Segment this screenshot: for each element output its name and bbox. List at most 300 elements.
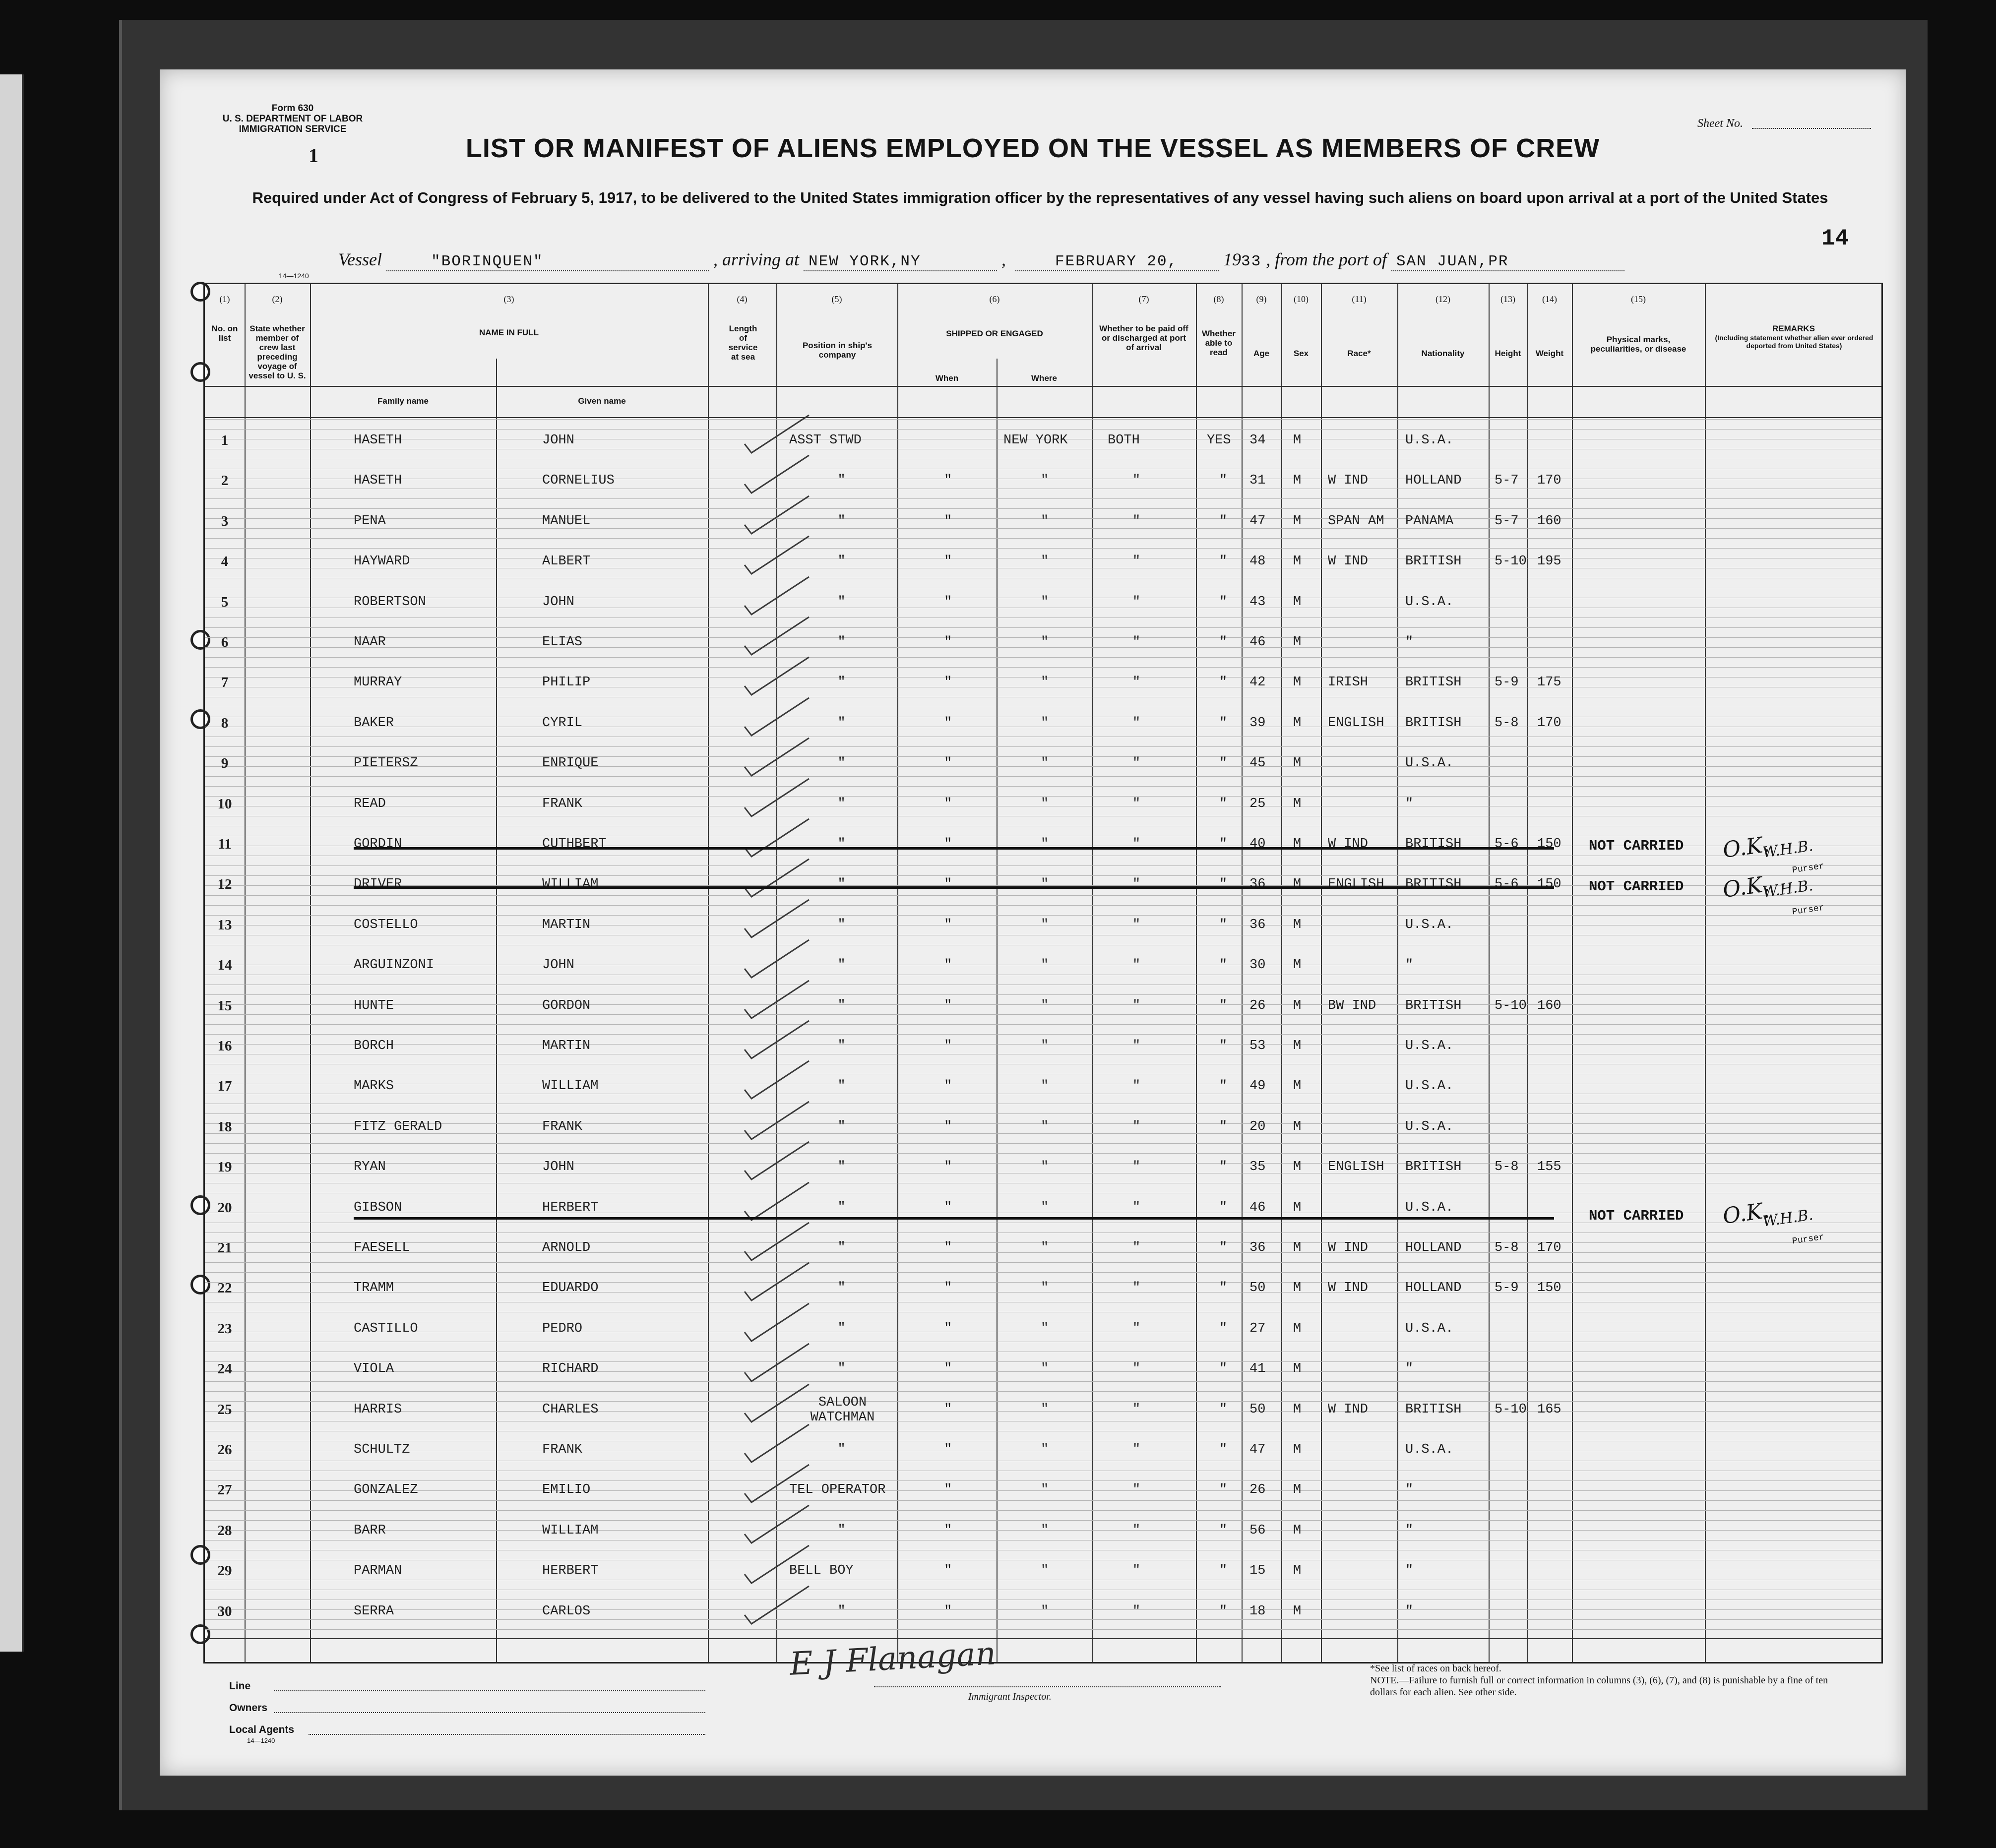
cell-age: 25 — [1249, 796, 1266, 811]
cell-where: " — [1041, 958, 1049, 973]
cell-paid: " — [1132, 1281, 1141, 1296]
cell-paid: " — [1132, 594, 1141, 610]
cell-family: FAESELL — [354, 1240, 410, 1255]
cell-nationality: U.S.A. — [1405, 917, 1454, 932]
cell-when: " — [944, 1321, 952, 1336]
ruled-line — [205, 915, 1881, 916]
cell-where: " — [1041, 1482, 1049, 1498]
cell-sex: M — [1293, 675, 1302, 690]
header-paid-off: Whether to be paid off or discharged at port of arrival — [1099, 324, 1188, 352]
colnum-1: (1) — [219, 294, 230, 304]
cell-no: 9 — [221, 755, 229, 772]
cell-paid: " — [1132, 715, 1141, 731]
cell-read: " — [1219, 1079, 1228, 1094]
cell-age: 48 — [1249, 554, 1266, 569]
cell-paid: " — [1132, 513, 1141, 529]
ruled-line — [205, 429, 1881, 430]
cell-sex: M — [1293, 877, 1302, 892]
ruled-line — [205, 1014, 1881, 1015]
header-name-in-full: NAME IN FULL — [479, 328, 539, 337]
cell-family: VIOLA — [354, 1361, 394, 1377]
cell-position: " — [837, 1039, 846, 1053]
cell-position: " — [837, 554, 846, 569]
cell-where: " — [1041, 1523, 1049, 1538]
cell-race: SPAN AM — [1328, 513, 1384, 529]
cell-given: JOHN — [542, 958, 574, 973]
header-family-name: Family name — [377, 396, 429, 406]
strike-row-11 — [354, 886, 1554, 889]
header-height: Height — [1495, 349, 1521, 358]
cell-nationality: HOLLAND — [1405, 1240, 1462, 1255]
cell-when: " — [944, 1603, 952, 1619]
check-mark-icon — [740, 1059, 814, 1104]
cell-read: " — [1219, 635, 1228, 650]
cell-where: " — [1041, 715, 1049, 731]
remark-purser: Purser — [1791, 861, 1825, 876]
cell-paid: " — [1132, 554, 1141, 569]
cell-when: " — [944, 1482, 952, 1498]
inspector-label: Immigrant Inspector. — [968, 1691, 1052, 1702]
cell-where: " — [1041, 1563, 1049, 1579]
cell-race: ENGLISH — [1328, 1160, 1384, 1175]
cell-nationality: U.S.A. — [1405, 756, 1454, 771]
header-shipped-or-engaged: SHIPPED OR ENGAGED — [946, 329, 1043, 338]
year-suffix: 33 — [1241, 253, 1262, 270]
cell-paid: " — [1132, 1200, 1141, 1215]
cell-sex: M — [1293, 796, 1302, 811]
cell-given: FRANK — [542, 1119, 583, 1134]
ruled-line — [205, 538, 1881, 539]
header-where: Where — [1031, 373, 1057, 383]
cell-nationality: U.S.A. — [1405, 594, 1454, 610]
cell-height: 5-7 — [1495, 473, 1519, 489]
cell-paid: " — [1132, 837, 1141, 852]
cell-position: ASST STWD — [789, 433, 862, 448]
cell-family: CASTILLO — [354, 1321, 418, 1336]
cell-age: 53 — [1249, 1039, 1266, 1053]
cell-where: " — [1041, 1240, 1049, 1255]
manifest-table — [203, 283, 1883, 1663]
cell-read: YES — [1207, 433, 1231, 448]
cell-read: " — [1219, 917, 1228, 932]
cell-sex: M — [1293, 1240, 1302, 1255]
cell-weight: 170 — [1537, 473, 1561, 489]
cell-where: " — [1041, 1361, 1049, 1377]
cell-family: DRIVER — [354, 877, 402, 892]
remark-purser: Purser — [1791, 1232, 1825, 1247]
sheet-number-label: Sheet No. — [1697, 117, 1743, 130]
cell-when: " — [944, 473, 952, 489]
cell-read: " — [1219, 1603, 1228, 1619]
cell-race: ENGLISH — [1328, 715, 1384, 731]
races-note: *See list of races on back hereof. — [1370, 1663, 1501, 1674]
colnum-5: (5) — [831, 294, 842, 304]
cell-paid: " — [1132, 1603, 1141, 1619]
check-mark-icon — [740, 1140, 814, 1184]
cell-sex: M — [1293, 1119, 1302, 1134]
cell-weight: 170 — [1537, 1240, 1561, 1255]
cell-given: PEDRO — [542, 1321, 583, 1336]
cell-height: 5-6 — [1495, 877, 1519, 892]
cell-family: BORCH — [354, 1039, 394, 1053]
cell-age: 45 — [1249, 756, 1266, 771]
cell-read: " — [1219, 958, 1228, 973]
cell-age: 43 — [1249, 594, 1266, 610]
cell-nationality: BRITISH — [1405, 877, 1462, 892]
cell-sex: M — [1293, 1402, 1302, 1417]
cell-age: 41 — [1249, 1361, 1266, 1377]
cell-given: ARNOLD — [542, 1240, 591, 1255]
cell-sex: M — [1293, 756, 1302, 771]
cell-position: " — [837, 877, 846, 892]
arrival-date: FEBRUARY 20, — [1015, 253, 1219, 271]
cell-position: " — [837, 1119, 846, 1134]
remark-ok-mark: O.K. — [1721, 1197, 1771, 1230]
cell-when: " — [944, 1079, 952, 1094]
cell-given: JOHN — [542, 1160, 574, 1175]
cell-when: " — [944, 1119, 952, 1134]
cell-sex: M — [1293, 554, 1302, 569]
cell-read: " — [1219, 715, 1228, 731]
cell-no: 24 — [217, 1361, 232, 1377]
cell-given: CUTHBERT — [542, 837, 607, 852]
cell-sex: M — [1293, 1361, 1302, 1377]
cell-nationality: " — [1405, 958, 1414, 973]
cell-given: WILLIAM — [542, 1523, 599, 1538]
cell-where: NEW YORK — [1003, 433, 1068, 448]
cell-no: 2 — [221, 473, 229, 489]
cell-when: " — [944, 756, 952, 771]
header-physical-marks: Physical marks, peculiarities, or disease — [1590, 335, 1686, 354]
cell-height: 5-8 — [1495, 715, 1519, 731]
cell-when: " — [944, 1523, 952, 1538]
cell-no: 14 — [217, 957, 232, 974]
cell-where: " — [1041, 1321, 1049, 1336]
cell-paid: " — [1132, 1402, 1141, 1417]
cell-nationality: U.S.A. — [1405, 433, 1454, 448]
cell-age: 40 — [1249, 837, 1266, 852]
cell-where: " — [1041, 998, 1049, 1013]
cell-family: GIBSON — [354, 1200, 402, 1215]
cell-no: 23 — [217, 1320, 232, 1337]
ruled-line — [205, 1381, 1881, 1382]
cell-race: IRISH — [1328, 675, 1369, 690]
cell-family: COSTELLO — [354, 917, 418, 932]
check-mark-icon — [740, 1463, 814, 1507]
cell-sex: M — [1293, 1079, 1302, 1094]
handwritten-mark: 1 — [309, 144, 318, 167]
cell-family: HASETH — [354, 473, 402, 489]
cell-when: " — [944, 1039, 952, 1053]
cell-position: " — [837, 594, 846, 610]
cell-age: 49 — [1249, 1079, 1266, 1094]
cell-paid: " — [1132, 1240, 1141, 1255]
cell-read: " — [1219, 1523, 1228, 1538]
header-position: Position in ship's company — [802, 341, 873, 360]
cell-height: 5-9 — [1495, 675, 1519, 690]
cell-read: " — [1219, 1563, 1228, 1579]
cell-sex: M — [1293, 917, 1302, 932]
cell-nationality: BRITISH — [1405, 998, 1462, 1013]
cell-weight: 170 — [1537, 715, 1561, 731]
cell-sex: M — [1293, 1563, 1302, 1579]
local-agents-blank — [309, 1734, 705, 1735]
ruled-line — [205, 905, 1881, 906]
cell-family: MARKS — [354, 1079, 394, 1094]
header-race: Race* — [1347, 349, 1371, 358]
cell-paid: " — [1132, 958, 1141, 973]
cell-age: 31 — [1249, 473, 1266, 489]
cell-weight: 150 — [1537, 877, 1561, 892]
cell-no: 26 — [217, 1442, 232, 1458]
cell-sex: M — [1293, 433, 1302, 448]
cell-nationality: BRITISH — [1405, 1402, 1462, 1417]
cell-family: PENA — [354, 513, 386, 529]
colnum-4: (4) — [737, 294, 748, 304]
cell-age: 36 — [1249, 877, 1266, 892]
check-mark-icon — [740, 696, 814, 740]
owners-blank — [274, 1712, 705, 1713]
ruled-line — [205, 776, 1881, 777]
cell-position: " — [837, 1160, 846, 1175]
cell-position: " — [837, 635, 846, 650]
ruled-line — [205, 1232, 1881, 1233]
remark-not-carried: NOT CARRIED — [1589, 878, 1684, 895]
cell-nationality: U.S.A. — [1405, 1200, 1454, 1215]
cell-race: BW IND — [1328, 998, 1376, 1013]
cell-no: 1 — [221, 432, 229, 448]
cell-where: " — [1041, 1281, 1049, 1296]
cell-nationality: " — [1405, 1563, 1414, 1579]
ruled-line — [205, 1262, 1881, 1263]
cell-when: " — [944, 917, 952, 932]
cell-nationality: " — [1405, 1482, 1414, 1498]
cell-no: 21 — [217, 1240, 232, 1256]
remark-initials: W.H.B. — [1761, 1206, 1814, 1231]
year-prefix: 19 — [1223, 249, 1241, 269]
check-mark-icon — [740, 575, 814, 619]
cell-family: RYAN — [354, 1160, 386, 1175]
colnum-6: (6) — [989, 294, 1000, 304]
cell-sex: M — [1293, 958, 1302, 973]
cell-family: FITZ GERALD — [354, 1119, 442, 1134]
ruled-line — [205, 895, 1881, 896]
cell-paid: " — [1132, 1039, 1141, 1053]
cell-paid: " — [1132, 1321, 1141, 1336]
cell-family: GORDIN — [354, 837, 402, 852]
cell-given: MARTIN — [542, 917, 591, 932]
cell-family: READ — [354, 796, 386, 811]
cell-age: 46 — [1249, 1200, 1266, 1215]
check-mark-icon — [740, 817, 814, 862]
cell-family: MURRAY — [354, 675, 402, 690]
remark-not-carried: NOT CARRIED — [1589, 1208, 1684, 1224]
cell-read: " — [1219, 1039, 1228, 1053]
cell-when: " — [944, 513, 952, 529]
form-number: Form 630 — [271, 103, 314, 114]
cell-age: 15 — [1249, 1563, 1266, 1579]
remark-not-carried: NOT CARRIED — [1589, 838, 1684, 854]
cell-given: CYRIL — [542, 715, 583, 731]
cell-no: 29 — [217, 1563, 232, 1579]
cell-family: HARRIS — [354, 1402, 402, 1417]
check-mark-icon — [740, 1543, 814, 1588]
cell-no: 5 — [221, 594, 229, 610]
cell-no: 11 — [218, 836, 232, 852]
cell-weight: 160 — [1537, 998, 1561, 1013]
cell-paid: " — [1132, 796, 1141, 811]
cell-given: ELIAS — [542, 635, 583, 650]
cell-race: W IND — [1328, 473, 1369, 489]
cell-when: " — [944, 958, 952, 973]
cell-age: 50 — [1249, 1281, 1266, 1296]
cell-when: " — [944, 1160, 952, 1175]
cell-given: CORNELIUS — [542, 473, 615, 489]
cell-position: " — [837, 513, 846, 529]
cell-family: BAKER — [354, 715, 394, 731]
colnum-2: (2) — [272, 294, 283, 304]
cell-given: JOHN — [542, 594, 574, 610]
check-mark-icon — [740, 1503, 814, 1548]
check-mark-icon — [740, 1584, 814, 1629]
remark-initials: W.H.B. — [1761, 837, 1814, 862]
owners-label: Owners — [229, 1702, 268, 1714]
cell-no: 3 — [221, 513, 229, 529]
cell-read: " — [1219, 1200, 1228, 1215]
inspector-signature: E J Flanagan — [789, 1635, 997, 1683]
vessel-label: Vessel — [338, 249, 382, 269]
check-mark-icon — [740, 1342, 814, 1386]
vessel-name: "BORINQUEN" — [386, 253, 709, 271]
cell-position: " — [837, 756, 846, 771]
cell-paid: " — [1132, 756, 1141, 771]
cell-paid: " — [1132, 1361, 1141, 1377]
cell-family: GONZALEZ — [354, 1482, 418, 1498]
cell-nationality: " — [1405, 635, 1414, 650]
department-name: U. S. DEPARTMENT OF LABOR — [222, 114, 363, 124]
cell-age: 26 — [1249, 998, 1266, 1013]
cell-sex: M — [1293, 1039, 1302, 1053]
ruled-line — [205, 1024, 1881, 1025]
ruled-line — [205, 1619, 1881, 1620]
cell-when: " — [944, 1200, 952, 1215]
cell-weight: 175 — [1537, 675, 1561, 690]
header-no-on-list: No. on list — [211, 324, 238, 343]
ruled-line — [205, 1629, 1881, 1630]
strike-row-19 — [354, 1217, 1554, 1220]
cell-where: " — [1041, 756, 1049, 771]
manifest-sheet — [160, 69, 1906, 1776]
cell-where: " — [1041, 554, 1049, 569]
cell-age: 39 — [1249, 715, 1266, 731]
cell-read: " — [1219, 1482, 1228, 1498]
check-mark-icon — [740, 736, 814, 781]
arriving-port: NEW YORK,NY — [804, 253, 997, 271]
cell-no: 22 — [217, 1280, 232, 1296]
cell-no: 6 — [221, 634, 229, 650]
check-mark-icon — [740, 898, 814, 942]
cell-height: 5-8 — [1495, 1160, 1519, 1175]
cell-where: " — [1041, 513, 1049, 529]
cell-position: " — [837, 1079, 846, 1094]
cell-nationality: BRITISH — [1405, 715, 1462, 731]
cell-height: 5-8 — [1495, 1240, 1519, 1255]
cell-age: 36 — [1249, 917, 1266, 932]
page-title: LIST OR MANIFEST OF ALIENS EMPLOYED ON THE VESSEL AS MEMBERS OF CREW — [465, 133, 1600, 163]
colnum-7: (7) — [1138, 294, 1149, 304]
ruled-line — [205, 1113, 1881, 1114]
header-length-of-service: Length of service at sea — [728, 324, 758, 362]
cell-no: 30 — [217, 1603, 232, 1619]
cell-position: " — [837, 715, 846, 731]
cell-weight: 195 — [1537, 554, 1561, 569]
cell-where: " — [1041, 1603, 1049, 1619]
cell-sex: M — [1293, 1603, 1302, 1619]
cell-family: ARGUINZONI — [354, 958, 435, 973]
check-mark-icon — [740, 534, 814, 579]
cell-weight: 150 — [1537, 837, 1561, 852]
cell-given: FRANK — [542, 796, 583, 811]
cell-paid: " — [1132, 917, 1141, 932]
cell-family: ROBERTSON — [354, 594, 426, 610]
colnum-11: (11) — [1352, 294, 1367, 304]
cell-given: JOHN — [542, 433, 574, 448]
cell-no: 15 — [217, 997, 232, 1014]
colnum-9: (9) — [1256, 294, 1267, 304]
strike-row-10 — [354, 847, 1554, 850]
cell-family: HUNTE — [354, 998, 394, 1013]
cell-when: " — [944, 1442, 952, 1457]
cell-sex: M — [1293, 1442, 1302, 1457]
ruled-line — [205, 627, 1881, 628]
check-mark-icon — [740, 777, 814, 821]
cell-position: " — [837, 1200, 846, 1215]
cell-when: " — [944, 554, 952, 569]
cell-family: HAYWARD — [354, 554, 410, 569]
cell-read: " — [1219, 796, 1228, 811]
cell-paid: " — [1132, 675, 1141, 690]
cell-read: " — [1219, 877, 1228, 892]
cell-position: " — [837, 917, 846, 932]
cell-paid: " — [1132, 998, 1141, 1013]
cell-paid: " — [1132, 473, 1141, 489]
cell-race: W IND — [1328, 1281, 1369, 1296]
cell-read: " — [1219, 594, 1228, 610]
cell-given: HERBERT — [542, 1200, 599, 1215]
cell-age: 30 — [1249, 958, 1266, 973]
line-blank — [274, 1690, 705, 1691]
header-remarks: REMARKS — [1772, 324, 1815, 333]
cell-age: 50 — [1249, 1402, 1266, 1417]
cell-paid: " — [1132, 1523, 1141, 1538]
cell-race: W IND — [1328, 1240, 1369, 1255]
remark-ok-mark: O.K. — [1721, 831, 1771, 863]
cell-when: " — [944, 594, 952, 610]
cell-age: 27 — [1249, 1321, 1266, 1336]
cell-when: " — [944, 635, 952, 650]
cell-age: 34 — [1249, 433, 1266, 448]
cell-when: " — [944, 1240, 952, 1255]
cell-when: " — [944, 1563, 952, 1579]
ruled-line — [205, 1391, 1881, 1392]
cell-family: HASETH — [354, 433, 402, 448]
cell-no: 10 — [217, 796, 232, 812]
cell-paid: " — [1132, 1563, 1141, 1579]
inspector-line — [874, 1686, 1221, 1687]
cell-where: " — [1041, 877, 1049, 892]
header-nationality: Nationality — [1421, 349, 1465, 358]
cell-nationality: BRITISH — [1405, 1160, 1462, 1175]
